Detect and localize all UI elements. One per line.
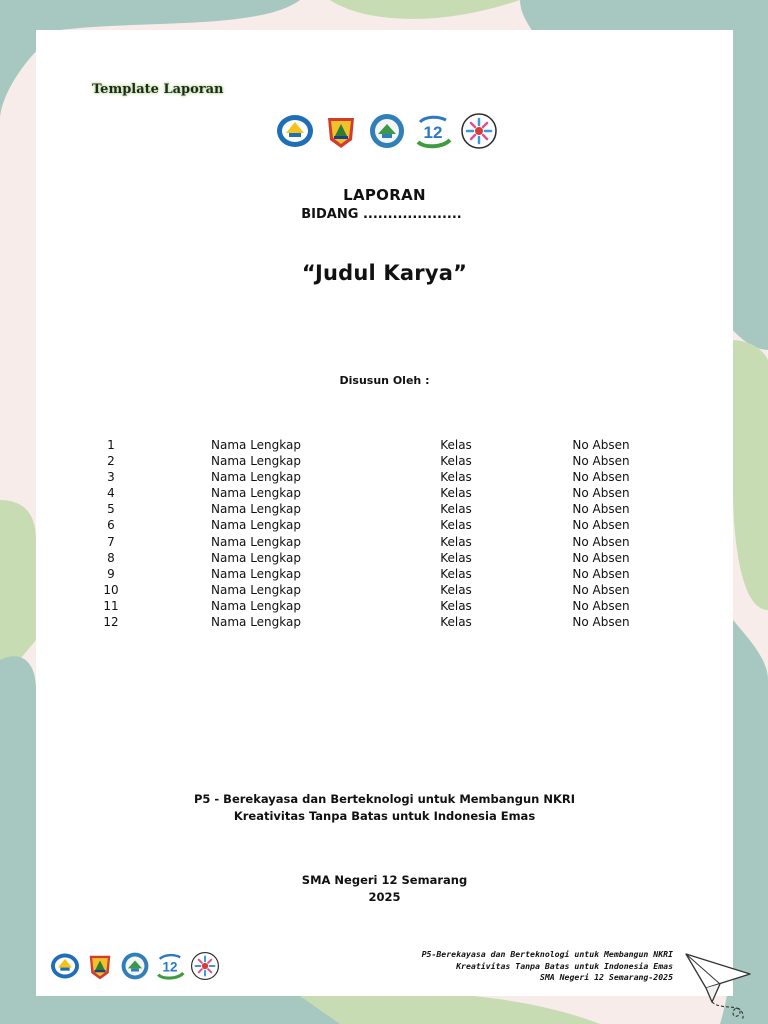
school-name: SMA Negeri 12 Semarang — [301, 873, 468, 887]
member-row — [0, 566, 768, 582]
work-title: “Judul Karya” — [301, 261, 468, 285]
tut-wuri-handayani-logo — [50, 952, 80, 980]
member-name: Nama Lengkap — [211, 598, 301, 613]
footer-caption — [422, 949, 673, 984]
member-absence-number: No Absen — [572, 454, 630, 469]
member-class: Kelas — [440, 550, 472, 565]
member-name: Nama Lengkap — [211, 550, 301, 565]
member-absence-number: No Absen — [572, 566, 630, 581]
member-number: 6 — [107, 518, 115, 533]
member-row — [0, 517, 768, 533]
member-row — [0, 469, 768, 485]
member-list — [0, 437, 768, 630]
member-number: 12 — [103, 615, 119, 630]
member-number: 11 — [103, 598, 119, 613]
report-title: LAPORAN — [343, 186, 426, 204]
member-number: 10 — [103, 582, 119, 597]
education-office-logo — [120, 951, 150, 981]
member-class: Kelas — [440, 486, 472, 501]
member-number: 2 — [107, 454, 115, 469]
member-absence-number: No Absen — [572, 534, 630, 549]
svg-text:12: 12 — [162, 959, 178, 975]
member-absence-number: No Absen — [572, 598, 630, 613]
member-name: Nama Lengkap — [211, 470, 301, 485]
member-absence-number: No Absen — [572, 518, 630, 533]
member-name: Nama Lengkap — [211, 566, 301, 581]
member-number: 4 — [107, 486, 115, 501]
member-row — [0, 614, 768, 630]
member-class: Kelas — [440, 615, 472, 630]
report-field-text: BIDANG .................... — [301, 207, 462, 222]
member-class: Kelas — [440, 470, 472, 485]
member-row — [0, 582, 768, 598]
member-name: Nama Lengkap — [211, 534, 301, 549]
jawa-tengah-province-logo — [322, 112, 360, 150]
member-absence-number: No Absen — [572, 615, 630, 630]
sman-12-logo — [155, 951, 185, 981]
member-row — [0, 501, 768, 517]
logo-strip-bottom — [50, 951, 220, 981]
education-office-logo — [368, 112, 406, 150]
paper-plane-icon — [680, 944, 758, 1024]
tut-wuri-handayani-logo — [276, 113, 314, 149]
footer-line-3: SMA Negeri 12 Semarang-2025 — [539, 972, 673, 982]
member-class: Kelas — [440, 598, 472, 613]
member-absence-number: No Absen — [572, 550, 630, 565]
compiled-by-label: Disusun Oleh : — [339, 374, 430, 387]
school-emblem-logo — [190, 951, 220, 981]
member-name: Nama Lengkap — [211, 438, 301, 452]
member-row — [0, 550, 768, 566]
jawa-tengah-province-logo — [85, 951, 115, 981]
report-field — [36, 207, 733, 222]
member-number: 3 — [107, 470, 115, 485]
svg-text:12: 12 — [423, 123, 443, 142]
school-emblem-logo — [460, 112, 498, 150]
project-theme-line-1: P5 - Berekayasa dan Berteknologi untuk Membangun NKRI — [193, 792, 576, 806]
member-name: Nama Lengkap — [211, 615, 301, 630]
member-name: Nama Lengkap — [211, 518, 301, 533]
member-name: Nama Lengkap — [211, 486, 301, 501]
member-class: Kelas — [440, 518, 472, 533]
member-name: Nama Lengkap — [211, 502, 301, 517]
footer-line-1: P5-Berekayasa dan Berteknologi untuk Membangun NKRI — [421, 949, 673, 959]
member-class: Kelas — [440, 454, 472, 469]
logo-strip-top — [276, 112, 498, 150]
member-name: Nama Lengkap — [211, 582, 301, 597]
member-name: Nama Lengkap — [211, 454, 301, 469]
member-row — [0, 437, 768, 453]
school-info — [36, 872, 733, 906]
member-row — [0, 598, 768, 614]
member-number: 5 — [107, 502, 115, 517]
member-class: Kelas — [440, 502, 472, 517]
member-row — [0, 534, 768, 550]
member-number: 1 — [107, 438, 115, 452]
member-absence-number: No Absen — [572, 438, 630, 452]
member-number: 7 — [107, 534, 115, 549]
sman-12-logo — [414, 112, 452, 150]
member-class: Kelas — [440, 582, 472, 597]
member-absence-number: No Absen — [572, 582, 630, 597]
member-absence-number: No Absen — [572, 502, 630, 517]
member-class: Kelas — [440, 438, 472, 452]
school-year: 2025 — [368, 890, 401, 904]
project-theme-line-2: Kreativitas Tanpa Batas untuk Indonesia Emas — [233, 809, 536, 823]
member-row — [0, 485, 768, 501]
member-number: 8 — [107, 550, 115, 565]
member-absence-number: No Absen — [572, 486, 630, 501]
template-label: Template Laporan — [92, 82, 224, 97]
member-class: Kelas — [440, 534, 472, 549]
member-row — [0, 453, 768, 469]
footer-line-2: Kreativitas Tanpa Batas untuk Indonesia Emas — [456, 960, 673, 971]
member-number: 9 — [107, 566, 115, 581]
member-class: Kelas — [440, 566, 472, 581]
member-absence-number: No Absen — [572, 470, 630, 485]
project-theme — [36, 791, 733, 825]
